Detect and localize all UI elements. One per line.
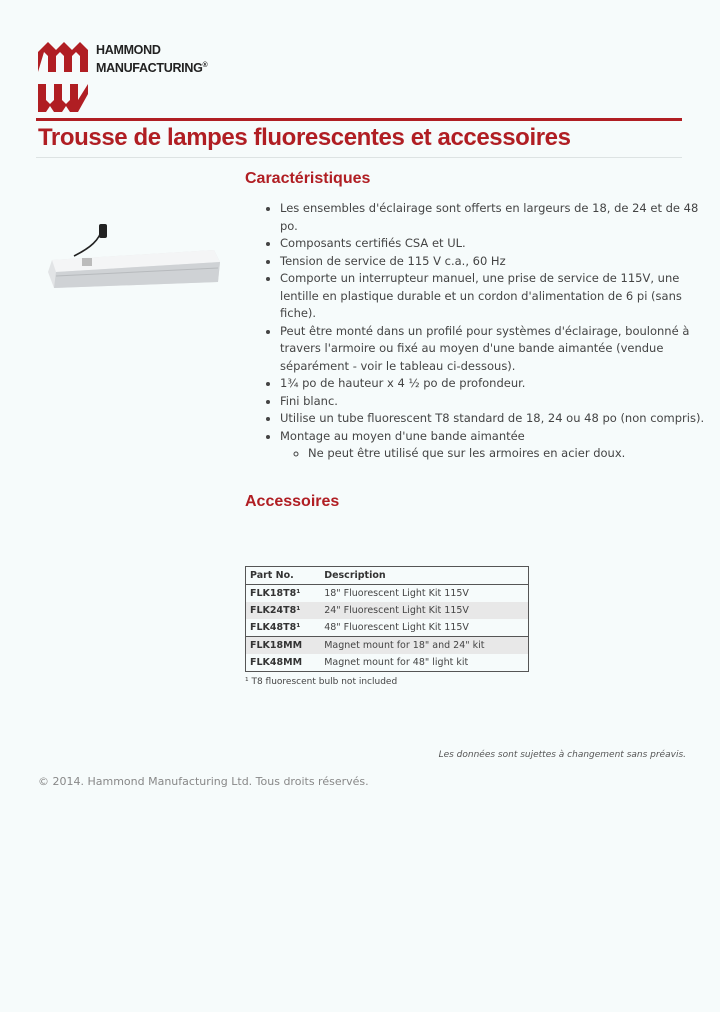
hammond-logo-icon — [38, 42, 90, 114]
part-description: 18" Fluorescent Light Kit 115V — [324, 588, 469, 599]
sub-list-item: ◦ Ne peut être utilisé que sur les armoires en acier doux. — [308, 445, 710, 463]
company-logo — [38, 42, 238, 114]
table-row — [246, 585, 529, 603]
column-header-part-no: Part No. — [246, 567, 321, 585]
page-title: Trousse de lampes fluorescentes et accessoires — [38, 124, 571, 151]
table-row — [246, 619, 529, 637]
part-number: FLK18T8¹ — [250, 588, 301, 599]
brand-name: HAMMOND MANUFACTURING® — [96, 43, 208, 76]
table-header-row — [246, 567, 529, 585]
list-item-text: Montage au moyen d'une bande aimantée — [280, 428, 525, 443]
part-number: FLK48T8¹ — [250, 622, 301, 633]
accessories-heading: Accessoires — [245, 493, 340, 510]
list-item: • Utilise un tube fluorescent T8 standard de 18, 24 ou 48 po (non compris). — [280, 410, 710, 428]
part-number: FLK48MM — [250, 657, 303, 668]
list-item: • Tension de service de 115 V c.a., 60 Hz — [280, 253, 710, 271]
copyright: © 2014. Hammond Manufacturing Ltd. Tous droits réservés. — [38, 775, 369, 788]
table-row — [246, 637, 529, 655]
part-number: FLK24T8¹ — [246, 602, 321, 619]
list-item: • Les ensembles d'éclairage sont offerts en largeurs de 18, de 24 et de 48 po. — [280, 200, 710, 235]
features-list — [262, 200, 710, 463]
table-row — [246, 602, 529, 619]
list-item — [280, 428, 710, 463]
title-underline — [36, 157, 682, 158]
table-footnote: ¹ T8 fluorescent bulb not included — [245, 677, 398, 687]
list-item: • Composants certifiés CSA et UL. — [280, 235, 710, 253]
column-header-description: Description — [320, 567, 528, 585]
list-item: • Fini blanc. — [280, 393, 710, 411]
features-heading: Caractéristiques — [245, 170, 371, 187]
part-description: 24" Fluorescent Light Kit 115V — [320, 602, 528, 619]
light-kit-product-image — [44, 210, 224, 300]
sub-list — [280, 445, 710, 463]
part-description: Magnet mount for 18" and 24" kit — [320, 637, 528, 655]
list-item: • Comporte un interrupteur manuel, une prise de service de 115V, une lentille en plastique durable et un cordon d'alimentation de 6 pi (sans fiche). — [280, 270, 710, 323]
part-number: FLK18MM — [246, 637, 321, 655]
title-rule — [36, 118, 682, 121]
table-row — [246, 654, 529, 672]
accessories-table — [245, 566, 529, 672]
part-description: 48" Fluorescent Light Kit 115V — [324, 622, 469, 633]
list-item: • 1¾ po de hauteur x 4 ½ po de profondeur. — [280, 375, 710, 393]
change-notice: Les données sont sujettes à changement sans préavis. — [438, 750, 686, 760]
list-item: • Peut être monté dans un profilé pour systèmes d'éclairage, boulonné à travers l'armoire ou fixé au moyen d'une bande aimantée (vendue séparément - voir le tableau ci-dessous). — [280, 323, 710, 376]
part-description: Magnet mount for 48" light kit — [324, 657, 469, 668]
